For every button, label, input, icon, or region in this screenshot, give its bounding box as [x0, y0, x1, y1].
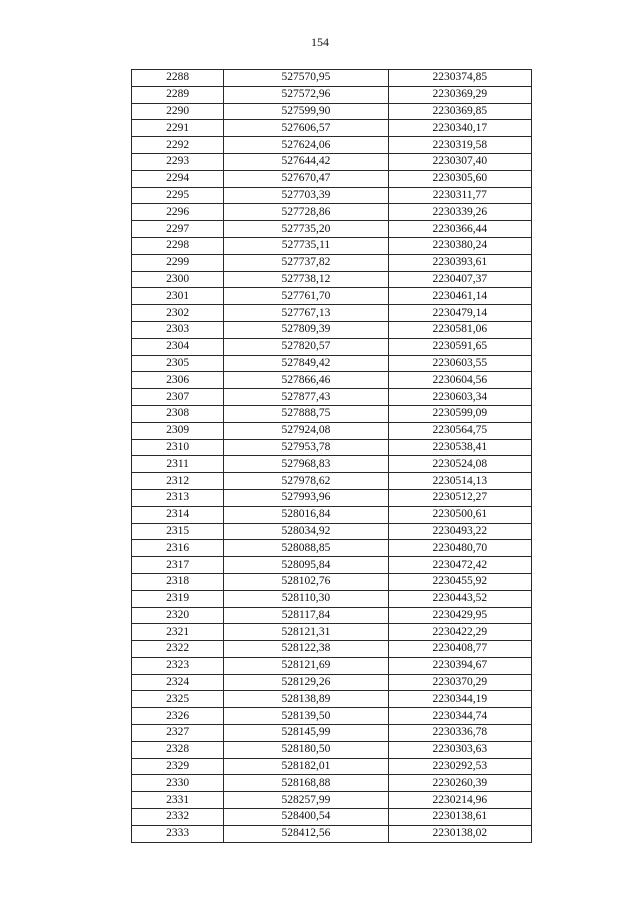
coordinates-table-body [132, 70, 532, 843]
table-row [132, 254, 532, 271]
table-row [132, 607, 532, 624]
x-coordinate-cell: 527888,75 [224, 405, 388, 422]
table-row [132, 489, 532, 506]
table-row [132, 372, 532, 389]
x-coordinate-cell: 528180,50 [224, 741, 388, 758]
x-coordinate-cell: 527606,57 [224, 120, 388, 137]
x-coordinate-cell: 527572,96 [224, 86, 388, 103]
table-row [132, 506, 532, 523]
point-number-cell: 2328 [132, 741, 224, 758]
y-coordinate-cell: 2230581,06 [388, 321, 531, 338]
table-row [132, 657, 532, 674]
y-coordinate-cell: 2230493,22 [388, 523, 531, 540]
x-coordinate-cell: 528117,84 [224, 607, 388, 624]
point-number-cell: 2301 [132, 288, 224, 305]
y-coordinate-cell: 2230380,24 [388, 237, 531, 254]
x-coordinate-cell: 528182,01 [224, 758, 388, 775]
table-row [132, 557, 532, 574]
x-coordinate-cell: 527728,86 [224, 204, 388, 221]
point-number-cell: 2315 [132, 523, 224, 540]
point-number-cell: 2321 [132, 624, 224, 641]
point-number-cell: 2308 [132, 405, 224, 422]
table-row [132, 338, 532, 355]
x-coordinate-cell: 527953,78 [224, 439, 388, 456]
x-coordinate-cell: 528129,26 [224, 674, 388, 691]
y-coordinate-cell: 2230311,77 [388, 187, 531, 204]
table-row [132, 590, 532, 607]
table-row [132, 170, 532, 187]
table-row [132, 741, 532, 758]
point-number-cell: 2314 [132, 506, 224, 523]
x-coordinate-cell: 528102,76 [224, 573, 388, 590]
y-coordinate-cell: 2230369,85 [388, 103, 531, 120]
x-coordinate-cell: 528016,84 [224, 506, 388, 523]
x-coordinate-cell: 527767,13 [224, 305, 388, 322]
point-number-cell: 2322 [132, 641, 224, 658]
x-coordinate-cell: 528412,56 [224, 825, 388, 842]
table-row [132, 775, 532, 792]
table-row [132, 523, 532, 540]
point-number-cell: 2316 [132, 540, 224, 557]
x-coordinate-cell: 527735,20 [224, 221, 388, 238]
x-coordinate-cell: 528139,50 [224, 708, 388, 725]
x-coordinate-cell: 528257,99 [224, 792, 388, 809]
y-coordinate-cell: 2230480,70 [388, 540, 531, 557]
y-coordinate-cell: 2230429,95 [388, 607, 531, 624]
y-coordinate-cell: 2230538,41 [388, 439, 531, 456]
y-coordinate-cell: 2230370,29 [388, 674, 531, 691]
table-row [132, 103, 532, 120]
page-number: 154 [311, 35, 329, 49]
point-number-cell: 2292 [132, 137, 224, 154]
x-coordinate-cell: 527644,42 [224, 153, 388, 170]
table-row [132, 641, 532, 658]
x-coordinate-cell: 527738,12 [224, 271, 388, 288]
x-coordinate-cell: 527703,39 [224, 187, 388, 204]
point-number-cell: 2295 [132, 187, 224, 204]
x-coordinate-cell: 528168,88 [224, 775, 388, 792]
x-coordinate-cell: 527735,11 [224, 237, 388, 254]
point-number-cell: 2307 [132, 389, 224, 406]
y-coordinate-cell: 2230394,67 [388, 657, 531, 674]
table-row [132, 355, 532, 372]
point-number-cell: 2327 [132, 725, 224, 742]
point-number-cell: 2290 [132, 103, 224, 120]
y-coordinate-cell: 2230344,19 [388, 691, 531, 708]
point-number-cell: 2313 [132, 489, 224, 506]
y-coordinate-cell: 2230369,29 [388, 86, 531, 103]
x-coordinate-cell: 527820,57 [224, 338, 388, 355]
y-coordinate-cell: 2230319,58 [388, 137, 531, 154]
x-coordinate-cell: 527570,95 [224, 70, 388, 87]
x-coordinate-cell: 527849,42 [224, 355, 388, 372]
point-number-cell: 2289 [132, 86, 224, 103]
point-number-cell: 2323 [132, 657, 224, 674]
x-coordinate-cell: 527761,70 [224, 288, 388, 305]
table-row [132, 288, 532, 305]
y-coordinate-cell: 2230339,26 [388, 204, 531, 221]
x-coordinate-cell: 528400,54 [224, 809, 388, 826]
point-number-cell: 2309 [132, 422, 224, 439]
y-coordinate-cell: 2230564,75 [388, 422, 531, 439]
x-coordinate-cell: 528095,84 [224, 557, 388, 574]
y-coordinate-cell: 2230374,85 [388, 70, 531, 87]
table-row [132, 792, 532, 809]
point-number-cell: 2291 [132, 120, 224, 137]
y-coordinate-cell: 2230138,02 [388, 825, 531, 842]
table-row [132, 456, 532, 473]
x-coordinate-cell: 527624,06 [224, 137, 388, 154]
table-row [132, 237, 532, 254]
y-coordinate-cell: 2230599,09 [388, 405, 531, 422]
table-row [132, 473, 532, 490]
y-coordinate-cell: 2230512,27 [388, 489, 531, 506]
table-row [132, 271, 532, 288]
y-coordinate-cell: 2230604,56 [388, 372, 531, 389]
table-row [132, 439, 532, 456]
x-coordinate-cell: 527737,82 [224, 254, 388, 271]
y-coordinate-cell: 2230514,13 [388, 473, 531, 490]
point-number-cell: 2324 [132, 674, 224, 691]
x-coordinate-cell: 527809,39 [224, 321, 388, 338]
point-number-cell: 2298 [132, 237, 224, 254]
point-number-cell: 2310 [132, 439, 224, 456]
x-coordinate-cell: 528138,89 [224, 691, 388, 708]
y-coordinate-cell: 2230422,29 [388, 624, 531, 641]
table-row [132, 691, 532, 708]
point-number-cell: 2306 [132, 372, 224, 389]
point-number-cell: 2329 [132, 758, 224, 775]
point-number-cell: 2303 [132, 321, 224, 338]
y-coordinate-cell: 2230393,61 [388, 254, 531, 271]
x-coordinate-cell: 528088,85 [224, 540, 388, 557]
x-coordinate-cell: 528121,31 [224, 624, 388, 641]
point-number-cell: 2332 [132, 809, 224, 826]
y-coordinate-cell: 2230603,55 [388, 355, 531, 372]
y-coordinate-cell: 2230479,14 [388, 305, 531, 322]
table-row [132, 708, 532, 725]
point-number-cell: 2305 [132, 355, 224, 372]
x-coordinate-cell: 528034,92 [224, 523, 388, 540]
table-row [132, 70, 532, 87]
point-number-cell: 2304 [132, 338, 224, 355]
y-coordinate-cell: 2230344,74 [388, 708, 531, 725]
table-row [132, 825, 532, 842]
y-coordinate-cell: 2230307,40 [388, 153, 531, 170]
table-row [132, 305, 532, 322]
table-row [132, 725, 532, 742]
y-coordinate-cell: 2230443,52 [388, 590, 531, 607]
table-row [132, 624, 532, 641]
y-coordinate-cell: 2230407,37 [388, 271, 531, 288]
x-coordinate-cell: 527978,62 [224, 473, 388, 490]
point-number-cell: 2297 [132, 221, 224, 238]
y-coordinate-cell: 2230366,44 [388, 221, 531, 238]
table-row [132, 204, 532, 221]
table-row [132, 809, 532, 826]
x-coordinate-cell: 528122,38 [224, 641, 388, 658]
x-coordinate-cell: 527670,47 [224, 170, 388, 187]
x-coordinate-cell: 527877,43 [224, 389, 388, 406]
point-number-cell: 2288 [132, 70, 224, 87]
x-coordinate-cell: 528121,69 [224, 657, 388, 674]
table-row [132, 137, 532, 154]
y-coordinate-cell: 2230461,14 [388, 288, 531, 305]
point-number-cell: 2294 [132, 170, 224, 187]
x-coordinate-cell: 528110,30 [224, 590, 388, 607]
table-row [132, 405, 532, 422]
x-coordinate-cell: 528145,99 [224, 725, 388, 742]
y-coordinate-cell: 2230603,34 [388, 389, 531, 406]
point-number-cell: 2325 [132, 691, 224, 708]
table-row [132, 674, 532, 691]
point-number-cell: 2293 [132, 153, 224, 170]
point-number-cell: 2302 [132, 305, 224, 322]
point-number-cell: 2311 [132, 456, 224, 473]
point-number-cell: 2320 [132, 607, 224, 624]
point-number-cell: 2330 [132, 775, 224, 792]
y-coordinate-cell: 2230292,53 [388, 758, 531, 775]
table-row [132, 321, 532, 338]
x-coordinate-cell: 527866,46 [224, 372, 388, 389]
y-coordinate-cell: 2230472,42 [388, 557, 531, 574]
table-row [132, 86, 532, 103]
y-coordinate-cell: 2230260,39 [388, 775, 531, 792]
y-coordinate-cell: 2230500,61 [388, 506, 531, 523]
point-number-cell: 2296 [132, 204, 224, 221]
y-coordinate-cell: 2230408,77 [388, 641, 531, 658]
table-row [132, 573, 532, 590]
point-number-cell: 2299 [132, 254, 224, 271]
y-coordinate-cell: 2230336,78 [388, 725, 531, 742]
point-number-cell: 2326 [132, 708, 224, 725]
point-number-cell: 2319 [132, 590, 224, 607]
table-row [132, 153, 532, 170]
point-number-cell: 2333 [132, 825, 224, 842]
y-coordinate-cell: 2230455,92 [388, 573, 531, 590]
y-coordinate-cell: 2230591,65 [388, 338, 531, 355]
table-row [132, 540, 532, 557]
y-coordinate-cell: 2230214,96 [388, 792, 531, 809]
point-number-cell: 2300 [132, 271, 224, 288]
point-number-cell: 2331 [132, 792, 224, 809]
coordinates-table [131, 69, 532, 843]
x-coordinate-cell: 527993,96 [224, 489, 388, 506]
table-row [132, 758, 532, 775]
x-coordinate-cell: 527599,90 [224, 103, 388, 120]
y-coordinate-cell: 2230340,17 [388, 120, 531, 137]
table-row [132, 389, 532, 406]
x-coordinate-cell: 527968,83 [224, 456, 388, 473]
y-coordinate-cell: 2230524,08 [388, 456, 531, 473]
point-number-cell: 2317 [132, 557, 224, 574]
table-row [132, 221, 532, 238]
point-number-cell: 2312 [132, 473, 224, 490]
x-coordinate-cell: 527924,08 [224, 422, 388, 439]
table-row [132, 187, 532, 204]
point-number-cell: 2318 [132, 573, 224, 590]
table-row [132, 120, 532, 137]
y-coordinate-cell: 2230305,60 [388, 170, 531, 187]
y-coordinate-cell: 2230303,63 [388, 741, 531, 758]
table-row [132, 422, 532, 439]
y-coordinate-cell: 2230138,61 [388, 809, 531, 826]
